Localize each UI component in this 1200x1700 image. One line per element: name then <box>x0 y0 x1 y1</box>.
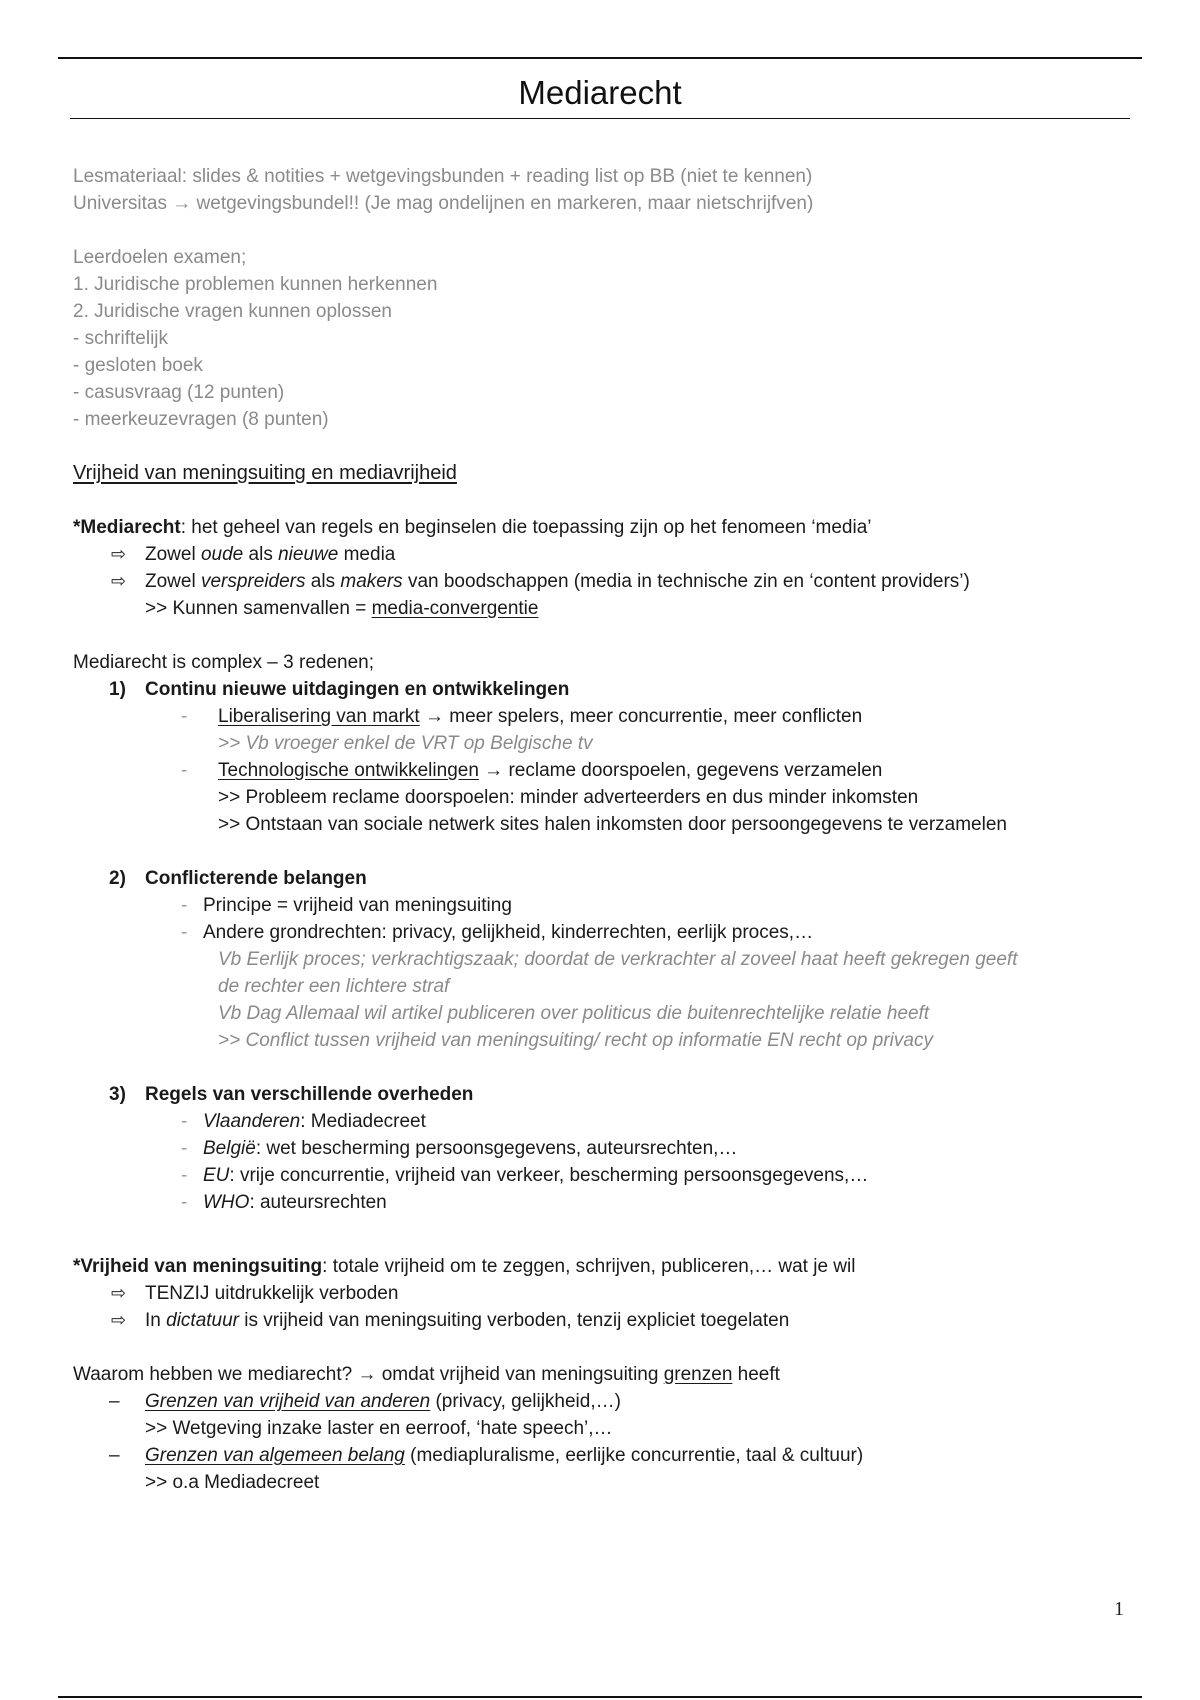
complex-intro: Mediarecht is complex – 3 redenen; <box>73 652 374 673</box>
list-item: – Grenzen van vrijheid van anderen (privacy, gelijkheid,…) <box>109 1391 621 1412</box>
arrow-right-icon: ⇨ <box>111 1310 127 1330</box>
bottom-rule <box>58 1696 1142 1698</box>
arrow-right-icon: ⇨ <box>111 1283 127 1303</box>
continuation-line: >> Ontstaan van sociale netwerk sites halen inkomsten door persoongegevens te verzamelen <box>218 814 1007 835</box>
list-item: - EU: vrije concurrentie, vrijheid van verkeer, bescherming persoonsgegevens,… <box>181 1165 869 1186</box>
reason-2-heading: 2) Conflicterende belangen <box>109 868 367 889</box>
why-line: Waarom hebben we mediarecht? → omdat vrijheid van meningsuiting grenzen heeft <box>73 1364 780 1385</box>
example-line: Vb Eerlijk proces; verkrachtigszaak; doordat de verkrachter al zoveel haat heeft gekregen geeft <box>218 949 1018 970</box>
intro-line-1: Lesmateriaal: slides & notities + wetgevingsbunden + reading list op BB (niet te kennen) <box>73 166 813 187</box>
title-underline-rule <box>70 118 1130 119</box>
section-heading: Vrijheid van meningsuiting en mediavrijheid <box>73 462 457 484</box>
list-item: - Andere grondrechten: privacy, gelijkheid, kinderrechten, eerlijk proces,… <box>181 922 814 943</box>
page-number: 1 <box>1114 1598 1124 1620</box>
goal-item: - gesloten boek <box>73 355 203 376</box>
continuation-line: >> Kunnen samenvallen = media-convergentie <box>145 598 539 619</box>
list-item: - Principe = vrijheid van meningsuiting <box>181 895 512 916</box>
goal-item: 1. Juridische problemen kunnen herkennen <box>73 274 438 295</box>
reason-1-heading: 1) Continu nieuwe uitdagingen en ontwikkelingen <box>109 679 570 700</box>
list-item: - WHO: auteursrechten <box>181 1192 387 1213</box>
goal-item: 2. Juridische vragen kunnen oplossen <box>73 301 392 322</box>
arrow-bullet-item: ⇨ Zowel verspreiders als makers van boodschappen (media in technische zin en ‘content providers’) <box>73 568 1153 595</box>
example-line: >> Vb vroeger enkel de VRT op Belgische tv <box>218 733 593 754</box>
list-item: – Grenzen van algemeen belang (mediapluralisme, eerlijke concurrentie, taal & cultuur) <box>109 1445 864 1466</box>
list-item: - Vlaanderen: Mediadecreet <box>181 1111 426 1132</box>
example-line: de rechter een lichtere straf <box>218 976 450 997</box>
example-line: >> Conflict tussen vrijheid van meningsuiting/ recht op informatie EN recht op privacy <box>218 1030 933 1051</box>
list-item: - België: wet bescherming persoonsgegevens, auteursrechten,… <box>181 1138 738 1159</box>
list-item: - Technologische ontwikkelingen → reclame doorspoelen, gegevens verzamelen <box>181 760 883 781</box>
arrow-right-icon: ⇨ <box>111 544 127 564</box>
list-item: - Liberalisering van markt → meer spelers, meer concurrentie, meer conflicten <box>181 706 863 727</box>
arrow-right-icon: ⇨ <box>111 571 127 591</box>
reason-3-heading: 3) Regels van verschillende overheden <box>109 1084 474 1105</box>
goal-item: - casusvraag (12 punten) <box>73 382 285 403</box>
goals-heading: Leerdoelen examen; <box>73 247 247 268</box>
intro-line-2: Universitas → wetgevingsbundel!! (Je mag ondelijnen en markeren, maar nietschrijfven) <box>73 193 814 214</box>
arrow-bullet-item: ⇨ TENZIJ uitdrukkelijk verboden <box>73 1280 1153 1307</box>
definition-mediarecht: *Mediarecht: het geheel van regels en beginselen die toepassing zijn op het fenomeen ‘media’ <box>73 517 872 538</box>
continuation-line: >> Probleem reclame doorspoelen: minder adverteerders en dus minder inkomsten <box>218 787 919 808</box>
page-title: Mediarecht <box>518 74 682 111</box>
document-body <box>73 163 1153 1496</box>
top-rule <box>58 57 1142 59</box>
continuation-line: >> o.a Mediadecreet <box>145 1472 320 1493</box>
arrow-bullet-item: ⇨ Zowel oude als nieuwe media <box>73 541 1153 568</box>
definition-vrijheid: *Vrijheid van meningsuiting: totale vrijheid om te zeggen, schrijven, publiceren,… wat je wil <box>73 1256 856 1277</box>
continuation-line: >> Wetgeving inzake laster en eerroof, ‘hate speech’,… <box>145 1418 613 1439</box>
arrow-bullet-item: ⇨ In dictatuur is vrijheid van meningsuiting verboden, tenzij expliciet toegelaten <box>73 1307 1153 1334</box>
example-line: Vb Dag Allemaal wil artikel publiceren over politicus die buitenrechtelijke relatie heeft <box>218 1003 930 1024</box>
goal-item: - schriftelijk <box>73 328 169 349</box>
goal-item: - meerkeuzevragen (8 punten) <box>73 409 329 430</box>
